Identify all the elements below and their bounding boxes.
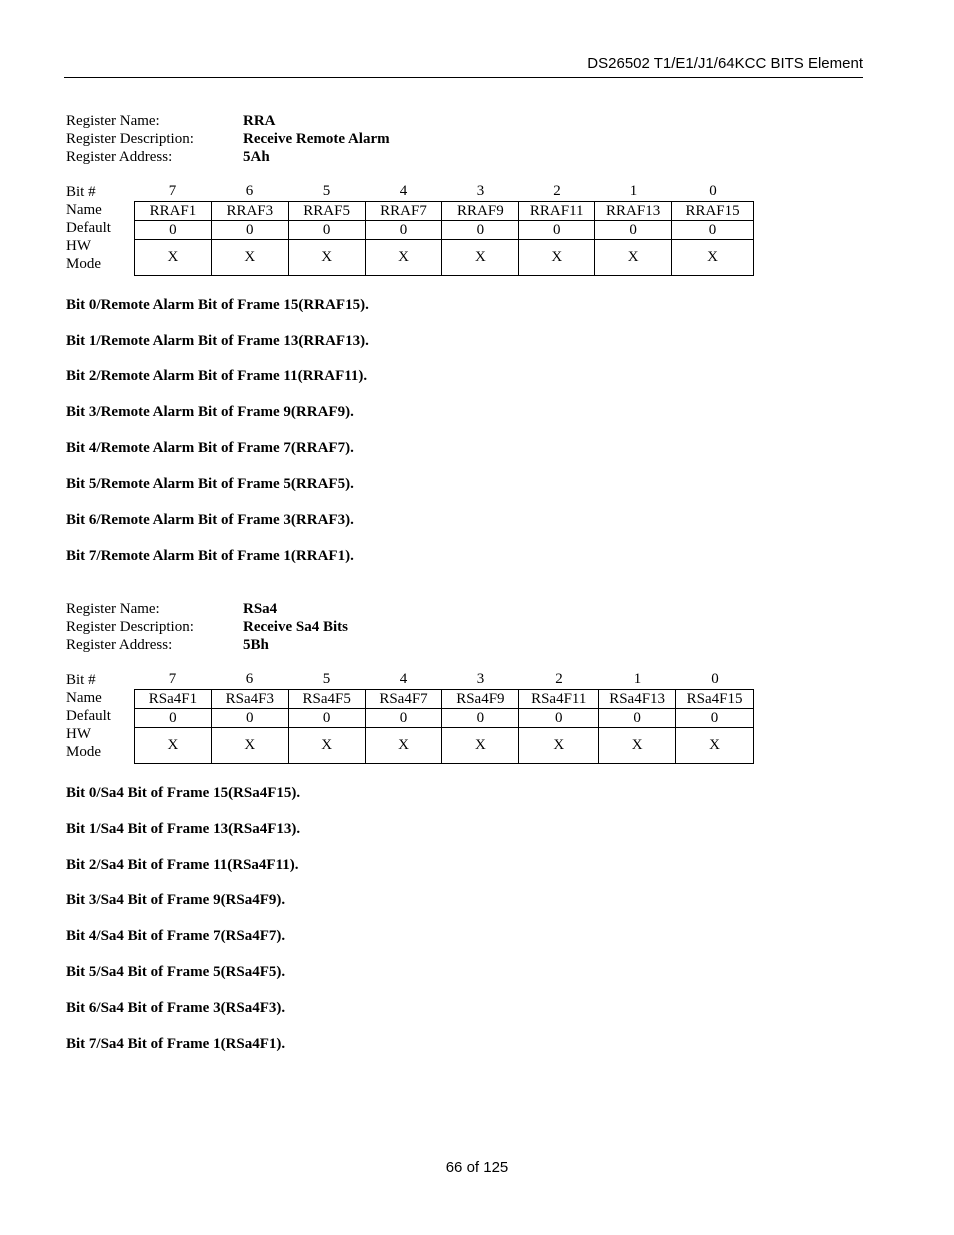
default-row-label: Default [66,220,111,236]
register-address-label: Register Address: [66,637,173,653]
hw-mode-label-1: HW [66,238,91,254]
hw-mode-cell: X [135,240,212,276]
register-bit-table [134,201,754,276]
hw-mode-cell: X [599,728,676,764]
row-labels [66,183,111,273]
hw-mode-row [135,240,754,276]
bit-description: Bit 2/Sa4 Bit of Frame 11(RSa4F11). [66,857,299,873]
register-info-rsa4 [66,600,866,654]
hw-mode-cell: X [365,240,442,276]
bit-description: Bit 0/Remote Alarm Bit of Frame 15(RRAF15). [66,297,369,313]
hw-mode-cell: X [519,240,595,276]
bit-description: Bit 0/Sa4 Bit of Frame 15(RSa4F15). [66,785,301,801]
register-table-block-rra [66,183,866,283]
bit-description: Bit 4/Remote Alarm Bit of Frame 7(RRAF7). [66,440,354,456]
default-cell: 0 [519,709,599,728]
bit-number: 3 [476,183,485,199]
bit-number: 5 [322,183,331,199]
register-description: Receive Sa4 Bits [243,619,348,635]
bit-description: Bit 1/Sa4 Bit of Frame 13(RSa4F13). [66,821,301,837]
bit-description: Bit 4/Sa4 Bit of Frame 7(RSa4F7). [66,928,286,944]
row-labels [66,671,111,761]
bit-description: Bit 6/Sa4 Bit of Frame 3(RSa4F3). [66,1000,286,1016]
hw-mode-cell: X [365,728,442,764]
hw-mode-label-2: Mode [66,744,101,760]
name-row [135,202,754,221]
register-name-label: Register Name: [66,601,160,617]
bit-number: 5 [322,671,331,687]
register-description-label: Register Description: [66,619,194,635]
hw-mode-row [135,728,754,764]
hw-mode-cell: X [595,240,672,276]
default-cell: 0 [211,221,288,240]
bit-number: 2 [553,183,561,199]
default-cell: 0 [442,709,519,728]
name-row-label: Name [66,202,102,218]
bit-descriptions-rra [66,296,866,576]
hw-mode-cell: X [442,728,519,764]
default-cell: 0 [365,221,442,240]
default-cell: 0 [672,221,754,240]
page-number: 66 of 125 [445,1159,509,1176]
bit-number: 7 [168,671,177,687]
bit-number: 3 [476,671,485,687]
bit-number-row [134,183,754,201]
bit-name-cell: RSa4F11 [519,690,599,709]
bit-description: Bit 5/Sa4 Bit of Frame 5(RSa4F5). [66,964,286,980]
hw-mode-cell: X [288,240,365,276]
default-row [135,221,754,240]
default-cell: 0 [442,221,519,240]
bit-number: 1 [629,183,638,199]
register-address: 5Ah [243,149,270,165]
hw-mode-label-2: Mode [66,256,101,272]
hw-mode-cell: X [672,240,754,276]
register-name: RSa4 [243,601,278,617]
default-cell: 0 [211,709,288,728]
bit-number-label: Bit # [66,672,96,688]
bit-descriptions-rsa4 [66,784,866,1064]
hw-mode-cell: X [135,728,212,764]
document-title: DS26502 T1/E1/J1/64KCC BITS Element [587,55,863,72]
default-cell: 0 [135,709,212,728]
default-cell: 0 [288,709,365,728]
register-address-label: Register Address: [66,149,173,165]
bit-description: Bit 1/Remote Alarm Bit of Frame 13(RRAF13). [66,333,369,349]
register-address: 5Bh [243,637,269,653]
bit-name-cell: RRAF3 [211,202,288,221]
bit-name-cell: RSa4F13 [599,690,676,709]
hw-mode-cell: X [676,728,754,764]
default-cell: 0 [135,221,212,240]
register-bit-table [134,689,754,764]
default-cell: 0 [365,709,442,728]
bit-name-cell: RRAF15 [672,202,754,221]
bit-number: 0 [711,671,719,687]
bit-number-label: Bit # [66,184,96,200]
page-header [64,55,863,78]
bit-name-cell: RSa4F1 [135,690,212,709]
bit-number: 6 [245,183,254,199]
hw-mode-cell: X [442,240,519,276]
bit-number-row [134,671,754,689]
bit-description: Bit 3/Remote Alarm Bit of Frame 9(RRAF9). [66,404,354,420]
page-footer [0,1159,954,1176]
default-cell: 0 [599,709,676,728]
register-name-label: Register Name: [66,113,160,129]
bit-name-cell: RSa4F15 [676,690,754,709]
bit-description: Bit 5/Remote Alarm Bit of Frame 5(RRAF5). [66,476,354,492]
hw-mode-cell: X [211,728,288,764]
bit-name-cell: RRAF7 [365,202,442,221]
register-table-block-rsa4 [66,671,866,771]
name-row [135,690,754,709]
bit-description: Bit 7/Sa4 Bit of Frame 1(RSa4F1). [66,1036,286,1052]
bit-name-cell: RRAF13 [595,202,672,221]
bit-description: Bit 2/Remote Alarm Bit of Frame 11(RRAF11). [66,368,368,384]
bit-number: 4 [399,183,408,199]
default-row-label: Default [66,708,111,724]
bit-number: 7 [168,183,177,199]
bit-name-cell: RRAF9 [442,202,519,221]
bit-number: 4 [399,671,408,687]
hw-mode-cell: X [519,728,599,764]
bit-description: Bit 6/Remote Alarm Bit of Frame 3(RRAF3). [66,512,354,528]
bit-number: 2 [555,671,563,687]
register-info-rra [66,112,866,166]
bit-name-cell: RSa4F3 [211,690,288,709]
bit-name-cell: RSa4F9 [442,690,519,709]
name-row-label: Name [66,690,102,706]
default-row [135,709,754,728]
register-description: Receive Remote Alarm [243,131,390,147]
default-cell: 0 [676,709,754,728]
bit-name-cell: RSa4F5 [288,690,365,709]
hw-mode-cell: X [211,240,288,276]
default-cell: 0 [288,221,365,240]
bit-number: 6 [245,671,254,687]
default-cell: 0 [595,221,672,240]
bit-number: 0 [709,183,717,199]
hw-mode-label-1: HW [66,726,91,742]
register-description-label: Register Description: [66,131,194,147]
bit-description: Bit 3/Sa4 Bit of Frame 9(RSa4F9). [66,892,286,908]
bit-name-cell: RSa4F7 [365,690,442,709]
hw-mode-cell: X [288,728,365,764]
bit-description: Bit 7/Remote Alarm Bit of Frame 1(RRAF1). [66,548,354,564]
bit-name-cell: RRAF11 [519,202,595,221]
bit-name-cell: RRAF1 [135,202,212,221]
bit-name-cell: RRAF5 [288,202,365,221]
bit-number: 1 [633,671,642,687]
register-name: RRA [243,113,276,129]
default-cell: 0 [519,221,595,240]
